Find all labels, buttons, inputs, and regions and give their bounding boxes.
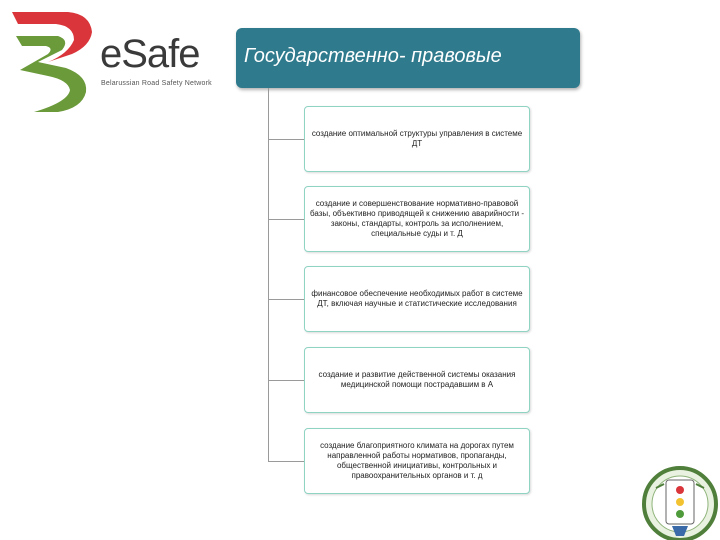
node-item-text: финансовое обеспечение необходимых работ в системе ДТ, включая научные и статистические исследования: [311, 289, 523, 308]
node-item-2: [304, 186, 530, 252]
connector-branch: [268, 299, 304, 300]
header-box: [236, 28, 580, 88]
connector-branch: [268, 380, 304, 381]
node-item-text: создание и развитие действенной системы оказания медицинской помощи пострадавшим в А: [318, 370, 516, 389]
logo-wordmark: eSafe: [100, 32, 200, 76]
node-item-5: [304, 428, 530, 494]
logo-tagline: Belarussian Road Safety Network: [101, 80, 212, 87]
connector-spine: [268, 88, 269, 462]
esafe-logo: [8, 6, 218, 114]
node-item-1: [304, 106, 530, 172]
node-item-text: создание благоприятного климата на дорогах путем направленной работы нормативов, пропаганды, общественной инициативы, контрольных и правоохранительных органов и т. д: [320, 441, 514, 480]
connector-branch: [268, 219, 304, 220]
esafe-logo-mark-icon: [8, 6, 104, 114]
connector-branch: [268, 461, 304, 462]
node-item-3: [304, 266, 530, 332]
header-title: Государственно- правовые: [244, 45, 502, 67]
node-item-text: создание оптимальной структуры управления в системе ДТ: [311, 129, 523, 148]
traffic-safety-emblem-icon: [642, 458, 718, 540]
node-item-text: создание и совершенствование нормативно-правовой базы, объективно приводящей к снижению аварийности - законы, стандарты, контроль за исполнением, специальные суды и т. Д: [309, 199, 525, 238]
node-item-4: [304, 347, 530, 413]
connector-branch: [268, 139, 304, 140]
